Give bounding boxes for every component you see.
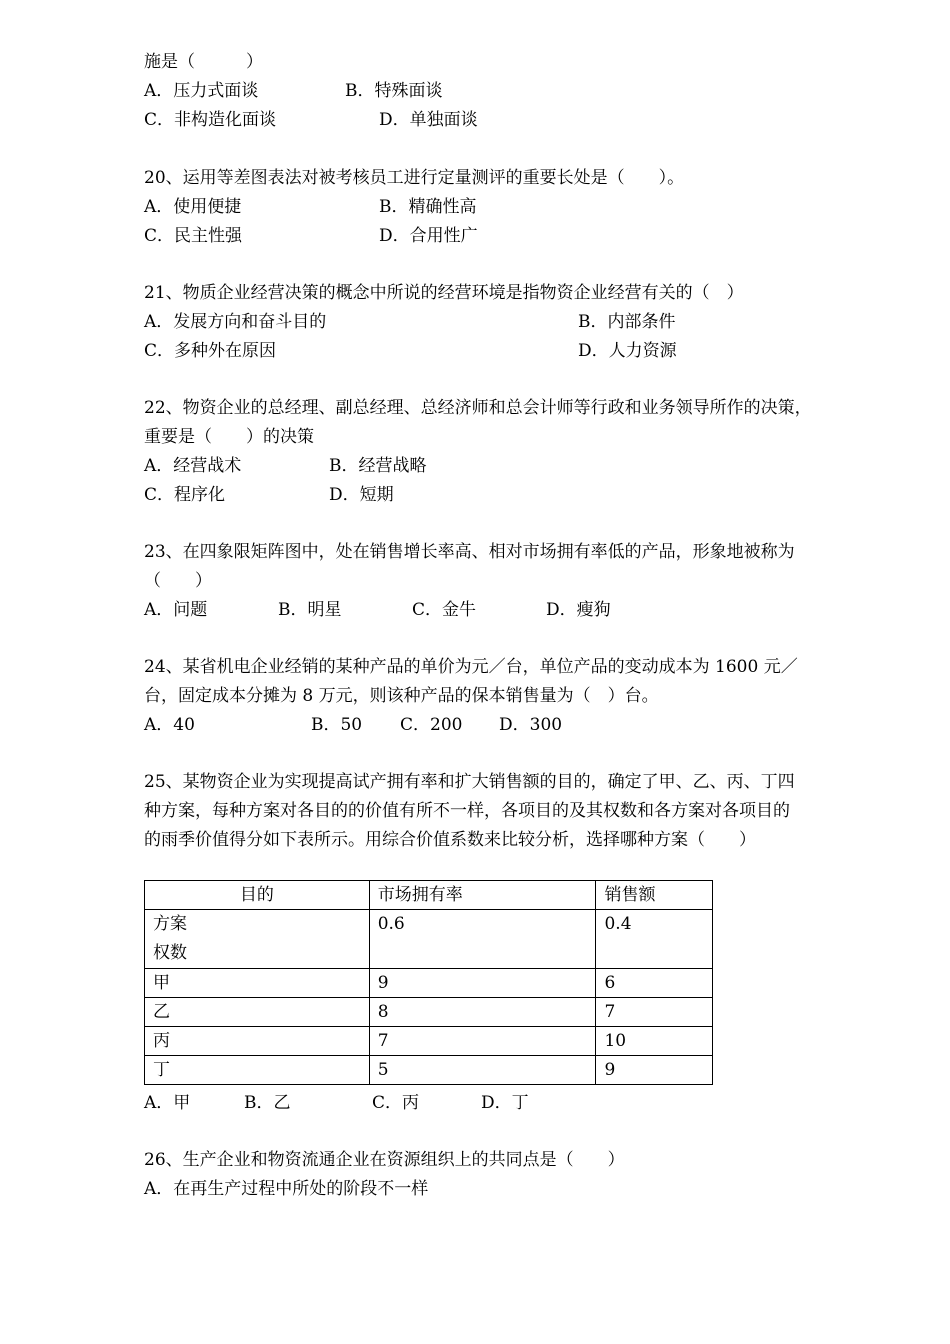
q22-option-a: A．经营战术 <box>144 456 242 476</box>
q25-stem-line3: 的雨季价值得分如下表所示。用综合价值系数来比较分析，选择哪种方案（ ） <box>144 830 756 850</box>
q23-option-d: D．瘦狗 <box>546 600 611 620</box>
table-row <box>145 969 713 998</box>
table-cell: 9 <box>369 969 596 998</box>
q19-option-c: C．非构造化面谈 <box>144 110 277 130</box>
table-header-cell: 销售额 <box>596 881 713 910</box>
q21-option-d: D．人力资源 <box>578 341 677 361</box>
q22-stem-line2: 重要是（ ）的决策 <box>144 427 314 447</box>
q20-option-b: B．精确性高 <box>379 197 477 217</box>
table-row <box>145 1056 713 1085</box>
q25-option-d: D．丁 <box>481 1093 529 1113</box>
table-cell: 0.6 <box>369 910 596 969</box>
table-cell: 10 <box>596 1027 713 1056</box>
table-row <box>145 1027 713 1056</box>
table-cell: 5 <box>369 1056 596 1085</box>
q25-option-b: B．乙 <box>244 1093 291 1113</box>
q22-option-c: C．程序化 <box>144 485 226 505</box>
table-cell: 9 <box>596 1056 713 1085</box>
table-cell: 甲 <box>145 969 370 998</box>
q21-option-c: C．多种外在原因 <box>144 341 277 361</box>
q20-stem: 20、运用等差图表法对被考核员工进行定量测评的重要长处是（ ）。 <box>144 168 685 188</box>
q25-option-a: A．甲 <box>144 1093 191 1113</box>
table-cell: 0.4 <box>596 910 713 969</box>
q22-option-b: B．经营战略 <box>329 456 427 476</box>
table-row <box>145 998 713 1027</box>
table-header-row <box>145 881 713 910</box>
q21-stem: 21、物质企业经营决策的概念中所说的经营环境是指物资企业经营有关的（ ） <box>144 283 744 303</box>
q20-option-d: D．合用性广 <box>379 226 478 246</box>
q25-stem-line2: 种方案，每种方案对各目的的价值有所不一样，各项目的及其权数和各方案对各项目的 <box>144 801 790 821</box>
table-header-cell: 目的 <box>145 881 370 910</box>
q20-option-a: A．使用便捷 <box>144 197 242 217</box>
q19-stem-tail: 施是（ ） <box>144 52 263 72</box>
q23-option-b: B．明星 <box>278 600 342 620</box>
q21-option-b: B．内部条件 <box>578 312 676 332</box>
q19-option-b: B．特殊面谈 <box>345 81 443 101</box>
q23-option-a: A．问题 <box>144 600 208 620</box>
q20-option-c: C．民主性强 <box>144 226 243 246</box>
table-cell: 8 <box>369 998 596 1027</box>
q24-stem-line2: 台，固定成本分摊为 8 万元，则该种产品的保本销售量为（ ）台。 <box>144 686 659 706</box>
q24-option-a: A．40 <box>144 715 195 735</box>
table-weight-row <box>145 910 713 969</box>
q25-value-table <box>144 880 713 1085</box>
table-cell: 丙 <box>145 1027 370 1056</box>
table-cell <box>145 910 370 969</box>
table-cell: 7 <box>369 1027 596 1056</box>
q23-option-c: C．金牛 <box>412 600 477 620</box>
table-header-cell: 市场拥有率 <box>369 881 596 910</box>
q19-option-d: D．单独面谈 <box>379 110 478 130</box>
q24-option-d: D．300 <box>499 715 563 735</box>
q24-stem-line1: 24、某省机电企业经销的某种产品的单价为元／台，单位产品的变动成本为 1600 元／ <box>144 657 798 677</box>
q26-option-a: A．在再生产过程中所处的阶段不一样 <box>144 1179 429 1199</box>
q25-stem-line1: 25、某物资企业为实现提高试产拥有率和扩大销售额的目的，确定了甲、乙、丙、丁四 <box>144 772 795 792</box>
weight-row-label-weight: 权数 <box>153 943 187 963</box>
q19-option-a: A．压力式面谈 <box>144 81 259 101</box>
q26-stem: 26、生产企业和物资流通企业在资源组织上的共同点是（ ） <box>144 1150 625 1170</box>
q24-option-b: B．50 <box>311 715 363 735</box>
table-cell: 6 <box>596 969 713 998</box>
table-cell: 丁 <box>145 1056 370 1085</box>
q22-stem-line1: 22、物资企业的总经理、副总经理、总经济师和总会计师等行政和业务领导所作的决策， <box>144 398 812 418</box>
q24-option-c: C．200 <box>400 715 463 735</box>
q25-option-c: C．丙 <box>372 1093 420 1113</box>
weight-row-label-plan: 方案 <box>153 914 187 934</box>
q22-option-d: D．短期 <box>329 485 394 505</box>
q23-stem-line2: （ ） <box>144 571 212 591</box>
table-cell: 7 <box>596 998 713 1027</box>
table-cell: 乙 <box>145 998 370 1027</box>
q23-stem-line1: 23、在四象限矩阵图中，处在销售增长率高、相对市场拥有率低的产品，形象地被称为 <box>144 542 795 562</box>
q21-option-a: A．发展方向和奋斗目的 <box>144 312 327 332</box>
